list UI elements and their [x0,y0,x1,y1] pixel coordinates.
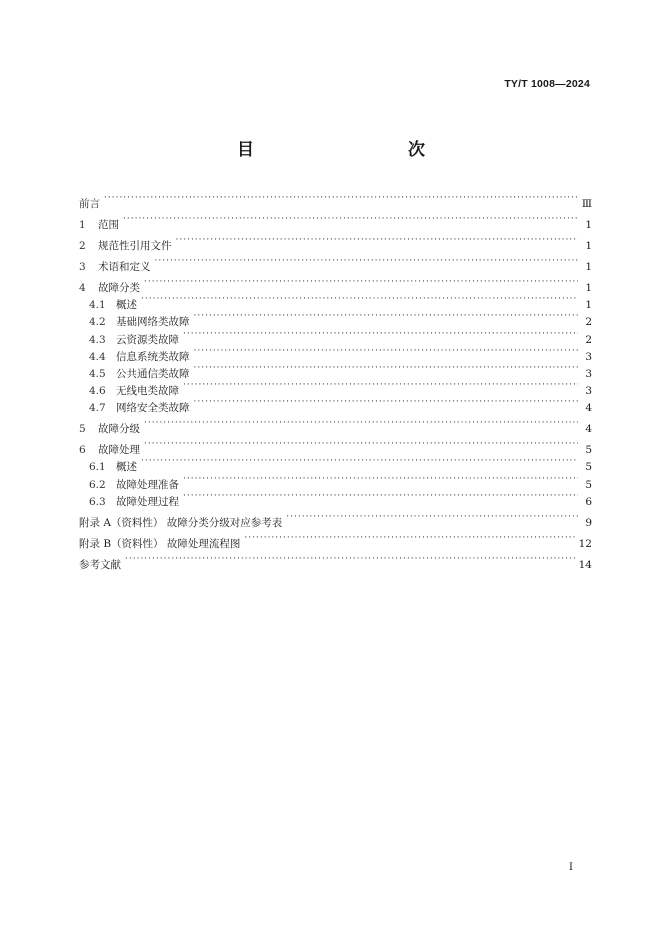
toc-label: 规范性引用文件 [98,239,172,252]
toc-label: 故障处理 [98,444,140,457]
toc-number: 4.2 [89,316,106,329]
toc-page: 4 [585,423,592,436]
toc-label: 范围 [98,218,119,231]
toc-number: 1 [79,218,86,231]
toc-page: 2 [585,333,592,346]
toc-number: 4.3 [89,333,106,346]
toc-label: 信息系统类故障 [116,350,190,363]
toc-leader [194,394,579,411]
toc-label: 网络安全类故障 [116,402,190,415]
toc-label: 公共通信类故障 [116,367,190,380]
toc-label: 故障处理过程 [116,495,179,508]
toc-number: 4 [79,281,86,294]
toc-leader [141,453,578,470]
standard-code: TY/T 1008—2024 [504,78,590,90]
toc-label: 故障处理准备 [116,478,179,491]
toc-leader [144,274,578,291]
toc-number: 3 [79,260,86,273]
toc-label: 附录 B（资料性） 故障处理流程图 [79,537,241,550]
table-of-contents [79,190,592,571]
toc-number: 4.4 [89,350,106,363]
toc-number: 6.3 [89,495,106,508]
toc-leader [155,253,579,270]
toc-entry-2[interactable] [79,232,592,252]
toc-entry-appendix-b[interactable] [79,530,592,550]
toc-label: 前言 [79,198,100,210]
toc-page: 3 [585,385,592,398]
toc-leader [104,190,578,207]
toc-label: 故障分类 [98,281,140,294]
toc-number: 4.6 [89,385,106,398]
toc-leader [183,488,578,505]
toc-label: 概述 [116,299,137,312]
toc-leader [144,436,578,453]
toc-number: 4.1 [89,299,106,312]
toc-number: 6.1 [89,461,106,474]
toc-page: 6 [585,495,592,508]
toc-label: 参考文献 [79,558,121,571]
toc-leader [183,471,578,488]
toc-page: 5 [585,478,592,491]
toc-leader [183,326,578,343]
toc-number: 6 [79,444,86,457]
toc-entry-6[interactable] [79,436,592,457]
toc-entry-foreword[interactable] [79,190,592,210]
toc-entry-1[interactable] [79,211,592,231]
toc-page: 1 [585,218,592,231]
toc-entry-3[interactable] [79,253,592,273]
toc-title: 目 次 [237,140,465,160]
toc-page: 9 [585,516,592,529]
toc-page: 3 [585,367,592,380]
toc-label: 术语和定义 [98,260,151,273]
toc-leader [183,377,578,394]
toc-entry-5[interactable] [79,415,592,436]
toc-label: 云资源类故障 [116,333,179,346]
toc-leader [141,291,578,308]
toc-page: 1 [585,260,592,273]
toc-entry-6-1[interactable] [79,453,592,474]
toc-entry-4-1[interactable] [79,291,592,312]
toc-label: 基础网络类故障 [116,316,190,329]
toc-entry-4-2[interactable] [79,308,592,329]
toc-entry-6-2[interactable] [79,471,592,491]
toc-number: 2 [79,239,86,252]
toc-entry-4[interactable] [79,274,592,294]
toc-leader [144,415,578,432]
toc-leader [194,343,579,360]
toc-leader [125,551,575,568]
toc-leader [176,232,579,249]
toc-number: 4.5 [89,367,106,380]
toc-page: 1 [585,299,592,312]
toc-entry-bibliography[interactable] [79,551,592,571]
toc-leader [244,530,574,547]
toc-number: 6.2 [89,478,106,491]
toc-page: 3 [585,350,592,363]
toc-page: 4 [585,402,592,415]
footer-page-number: I [569,862,573,873]
toc-page: 1 [585,281,592,294]
toc-page: 5 [585,461,592,474]
toc-page: 5 [585,444,592,457]
toc-page: 14 [578,558,592,571]
toc-label: 故障分级 [98,423,140,436]
toc-number: 4.7 [89,402,106,415]
toc-page: 2 [585,316,592,329]
toc-entry-appendix-a[interactable] [79,509,592,529]
toc-leader [286,509,578,526]
toc-page: Ⅲ [581,198,592,210]
toc-leader [194,360,579,377]
toc-label: 无线电类故障 [116,385,179,398]
toc-label: 概述 [116,461,137,474]
toc-label: 附录 A（资料性） 故障分类分级对应参考表 [79,516,283,529]
toc-page: 12 [578,537,592,550]
toc-number: 5 [79,423,86,436]
toc-page: 1 [585,239,592,252]
toc-leader [123,211,578,228]
toc-leader [194,308,579,325]
